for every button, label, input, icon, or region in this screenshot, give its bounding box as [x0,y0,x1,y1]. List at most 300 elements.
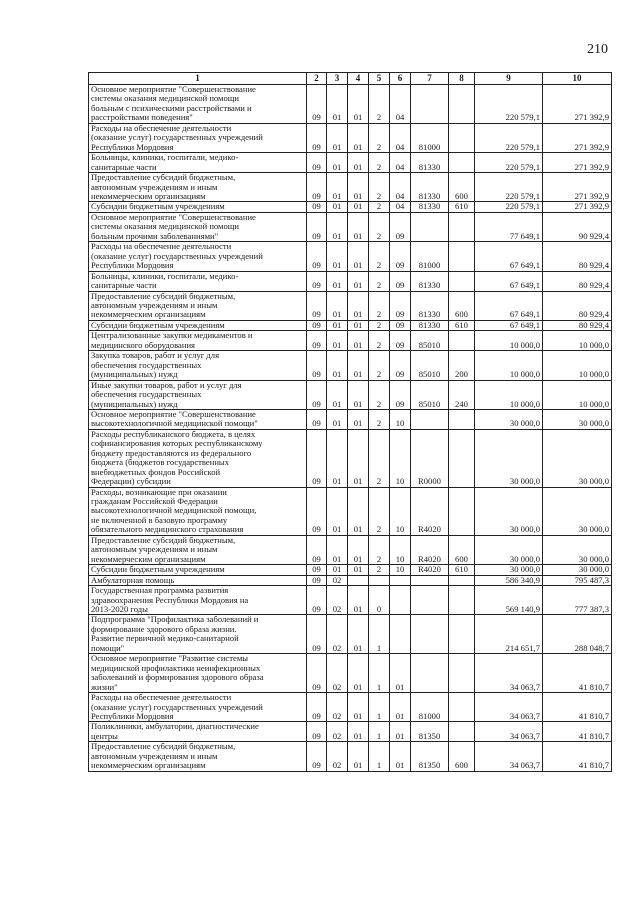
row-name-cell [89,565,307,575]
cell-c6: 04 [390,85,411,124]
cell-c2: 09 [307,242,327,271]
cell-c10: 80 929,4 [543,242,612,271]
cell-c9: 10 000,0 [475,380,543,409]
cell-c9: 34 063,7 [475,722,543,742]
cell-c9: 586 340,9 [475,575,543,585]
row-name-cell [89,742,307,771]
table-row [89,331,612,351]
cell-c6: 09 [390,291,411,320]
cell-c10: 80 929,4 [543,291,612,320]
cell-c4: 01 [348,271,369,291]
row-name-line: автономным учреждениям и иным [91,750,218,761]
cell-c2: 09 [307,615,327,654]
row-name-line: Республики Мордовия [91,711,174,721]
cell-c5: 2 [369,380,390,409]
cell-c10: 777 387,3 [543,586,612,615]
row-name-line: (муниципальных) нужд [91,369,178,380]
cell-c6: 09 [390,271,411,291]
cell-c5: 2 [369,487,390,535]
table-row [89,535,612,564]
cell-c7: 81330 [411,202,449,212]
cell-c7: 81330 [411,320,449,330]
row-name-cell [89,615,307,654]
cell-c10: 30 000,0 [543,535,612,564]
row-name-line: обеспечения государственных [91,359,202,370]
row-name-line: не включенной в базовую программу [91,514,228,525]
row-name-line: автономным учреждениям и иным [91,181,218,192]
cell-c4: 01 [348,380,369,409]
cell-c10: 271 392,9 [543,173,612,202]
cell-c4: 01 [348,535,369,564]
cell-c2: 09 [307,565,327,575]
row-name-cell [89,575,307,585]
cell-c7: R4020 [411,487,449,535]
table-row [89,565,612,575]
cell-c2: 09 [307,409,327,429]
cell-c5: 2 [369,123,390,152]
cell-c10: 10 000,0 [543,331,612,351]
cell-c10: 10 000,0 [543,351,612,380]
cell-c6 [390,575,411,585]
cell-c3: 01 [327,429,348,487]
cell-c2: 09 [307,693,327,722]
cell-c10: 271 392,9 [543,202,612,212]
table-header-row [89,73,612,85]
row-name-line: Субсидии бюджетным учреждениям [91,564,225,575]
column-header: 3 [327,73,348,85]
cell-c4: 01 [348,153,369,173]
cell-c7: R4020 [411,535,449,564]
cell-c6: 09 [390,380,411,409]
cell-c7: 81330 [411,291,449,320]
row-name-line: медицинской профилактики неинфекционных [91,662,261,673]
cell-c3: 01 [327,212,348,241]
table-row [89,586,612,615]
row-name-line: Субсидии бюджетным учреждениям [91,201,225,212]
cell-c5: 2 [369,409,390,429]
row-name-line: системы оказания медицинской помощи [91,221,240,232]
row-name-cell [89,85,307,124]
row-name-line: помощи" [91,642,125,653]
cell-c6: 10 [390,487,411,535]
table-row [89,202,612,212]
cell-c4: 01 [348,429,369,487]
cell-c3: 02 [327,722,348,742]
cell-c5: 1 [369,654,390,693]
row-name-cell [89,331,307,351]
cell-c2: 09 [307,654,327,693]
cell-c8: 200 [449,351,475,380]
row-name-line: Подпрограмма "Профилактика заболеваний и [91,614,259,625]
cell-c2: 09 [307,173,327,202]
cell-c9: 220 579,1 [475,123,543,152]
cell-c3: 01 [327,85,348,124]
cell-c9: 10 000,0 [475,351,543,380]
table-row [89,654,612,693]
cell-c6: 01 [390,722,411,742]
cell-c8 [449,615,475,654]
row-name-cell [89,351,307,380]
cell-c8 [449,693,475,722]
row-name-line: Предоставление субсидий бюджетным, [91,172,236,183]
row-name-line: гражданам Российской Федерации [91,496,218,507]
table-row [89,693,612,722]
row-name-line: Государственная программа развития [91,585,229,596]
cell-c5: 2 [369,202,390,212]
row-name-line: некоммерческим организациям [91,760,206,771]
row-name-cell [89,153,307,173]
cell-c6: 04 [390,173,411,202]
row-name-line: центры [91,730,118,741]
row-name-line: автономным учреждениям и иным [91,299,218,310]
cell-c10: 271 392,9 [543,153,612,173]
cell-c3: 01 [327,153,348,173]
row-name-cell [89,409,307,429]
cell-c9: 67 649,1 [475,271,543,291]
cell-c7 [411,409,449,429]
cell-c6: 09 [390,242,411,271]
row-name-line: автономным учреждениям и иным [91,544,218,555]
cell-c8 [449,271,475,291]
cell-c4: 01 [348,331,369,351]
row-name-line: высокотехнологичной медицинской помощи" [91,418,258,429]
cell-c4: 01 [348,742,369,771]
cell-c10: 30 000,0 [543,487,612,535]
cell-c3: 02 [327,693,348,722]
cell-c5 [369,575,390,585]
row-name-line: Республики Мордовия [91,260,174,271]
cell-c5: 2 [369,429,390,487]
table-row [89,722,612,742]
cell-c7: 81350 [411,742,449,771]
column-header: 2 [307,73,327,85]
row-name-line: Предоставление субсидий бюджетным, [91,741,236,752]
cell-c4: 01 [348,351,369,380]
row-name-cell [89,212,307,241]
cell-c2: 09 [307,85,327,124]
row-name-line: Развитие первичной медико-санитарной [91,633,239,644]
cell-c10: 10 000,0 [543,380,612,409]
cell-c7 [411,654,449,693]
cell-c3: 02 [327,586,348,615]
cell-c2: 09 [307,586,327,615]
cell-c4 [348,575,369,585]
cell-c8 [449,331,475,351]
row-name-line: Больницы, клиники, госпитали, медико- [91,270,239,281]
cell-c10: 288 048,7 [543,615,612,654]
cell-c8: 600 [449,742,475,771]
cell-c3: 02 [327,575,348,585]
row-name-cell [89,654,307,693]
cell-c10: 80 929,4 [543,271,612,291]
row-name-line: (оказание услуг) государственных учреждений [91,132,263,143]
cell-c5: 0 [369,586,390,615]
cell-c3: 01 [327,409,348,429]
cell-c7 [411,615,449,654]
row-name-cell [89,123,307,152]
table-row [89,351,612,380]
cell-c5: 2 [369,242,390,271]
row-name-line: (оказание услуг) государственных учреждений [91,701,263,712]
cell-c4: 01 [348,565,369,575]
row-name-line: обязательного медицинского страхования [91,524,244,535]
cell-c6: 10 [390,535,411,564]
cell-c7: R4020 [411,565,449,575]
cell-c8: 600 [449,173,475,202]
row-name-line: некоммерческим организациям [91,553,206,564]
cell-c7: 81000 [411,242,449,271]
cell-c9: 220 579,1 [475,153,543,173]
cell-c2: 09 [307,271,327,291]
cell-c10: 271 392,9 [543,123,612,152]
row-name-cell [89,693,307,722]
table-row [89,575,612,585]
cell-c9: 34 063,7 [475,742,543,771]
row-name-line: санитарные части [91,161,157,172]
row-name-cell [89,722,307,742]
cell-c3: 01 [327,202,348,212]
cell-c4: 01 [348,320,369,330]
row-name-line: жизни" [91,681,118,692]
cell-c8 [449,153,475,173]
cell-c4: 01 [348,722,369,742]
row-name-cell [89,535,307,564]
cell-c4: 01 [348,487,369,535]
row-name-cell [89,271,307,291]
row-name-line: Расходы на обеспечение деятельности [91,241,232,252]
row-name-line: больным прочими заболеваниями" [91,230,219,241]
cell-c2: 09 [307,202,327,212]
budget-table [88,72,612,772]
cell-c5: 2 [369,535,390,564]
row-name-line: медицинского оборудования [91,339,195,350]
cell-c4: 01 [348,291,369,320]
cell-c7: 81000 [411,693,449,722]
cell-c5: 2 [369,320,390,330]
cell-c9: 34 063,7 [475,654,543,693]
cell-c6: 01 [390,693,411,722]
cell-c5: 2 [369,271,390,291]
cell-c3: 02 [327,654,348,693]
row-name-line: санитарные части [91,280,157,291]
cell-c6: 09 [390,320,411,330]
cell-c9: 214 651,7 [475,615,543,654]
cell-c7: 81350 [411,722,449,742]
cell-c9: 67 649,1 [475,291,543,320]
cell-c6: 04 [390,202,411,212]
cell-c6: 09 [390,331,411,351]
cell-c4: 01 [348,85,369,124]
cell-c8: 610 [449,320,475,330]
row-name-line: Расходы на обеспечение деятельности [91,692,232,703]
cell-c2: 09 [307,487,327,535]
cell-c2: 09 [307,380,327,409]
cell-c8 [449,429,475,487]
cell-c10: 90 929,4 [543,212,612,241]
cell-c8 [449,722,475,742]
table-row [89,320,612,330]
cell-c2: 09 [307,535,327,564]
cell-c5: 2 [369,331,390,351]
row-name-line: Основное мероприятие "Совершенствование [91,408,256,419]
cell-c8 [449,586,475,615]
cell-c5: 2 [369,565,390,575]
cell-c5: 2 [369,291,390,320]
cell-c7: 81330 [411,271,449,291]
cell-c3: 01 [327,291,348,320]
cell-c5: 2 [369,85,390,124]
cell-c9: 569 140,9 [475,586,543,615]
cell-c8 [449,409,475,429]
cell-c3: 02 [327,615,348,654]
cell-c3: 01 [327,173,348,202]
row-name-line: системы оказания медицинской помощи [91,93,240,104]
cell-c3: 01 [327,271,348,291]
row-name-line: расстройствами поведения" [91,112,193,123]
cell-c3: 01 [327,123,348,152]
cell-c9: 77 649,1 [475,212,543,241]
row-name-line: Предоставление субсидий бюджетным, [91,534,236,545]
table-row [89,173,612,202]
cell-c7: R0000 [411,429,449,487]
cell-c10: 41 810,7 [543,742,612,771]
cell-c9: 220 579,1 [475,202,543,212]
cell-c10: 795 487,3 [543,575,612,585]
row-name-cell [89,242,307,271]
cell-c3: 01 [327,565,348,575]
row-name-line: Расходы республиканского бюджета, в целях [91,428,256,439]
table-row [89,242,612,271]
cell-c4: 01 [348,693,369,722]
cell-c9: 67 649,1 [475,242,543,271]
cell-c7 [411,212,449,241]
cell-c5: 2 [369,212,390,241]
cell-c6: 10 [390,429,411,487]
column-header: 8 [449,73,475,85]
cell-c2: 09 [307,722,327,742]
cell-c10: 30 000,0 [543,429,612,487]
cell-c9: 220 579,1 [475,173,543,202]
row-name-line: Федерации) субсидии [91,476,171,487]
cell-c4: 01 [348,654,369,693]
column-header: 10 [543,73,612,85]
row-name-line: софинансирования которых республиканскому [91,438,263,449]
row-name-line: обеспечения государственных [91,389,202,400]
cell-c9: 34 063,7 [475,693,543,722]
column-header: 5 [369,73,390,85]
cell-c2: 09 [307,742,327,771]
cell-c4: 01 [348,615,369,654]
cell-c8: 600 [449,535,475,564]
cell-c6 [390,615,411,654]
row-name-line: больным с психическими расстройствами и [91,102,252,113]
table-row [89,212,612,241]
cell-c10: 271 392,9 [543,85,612,124]
cell-c10: 80 929,4 [543,320,612,330]
row-name-line: Основное мероприятие "Совершенствование [91,211,256,222]
row-name-line: высокотехнологичной медицинской помощи, [91,505,257,516]
cell-c6: 04 [390,123,411,152]
row-name-line: Основное мероприятие "Развитие системы [91,653,249,664]
cell-c9: 30 000,0 [475,409,543,429]
cell-c7 [411,586,449,615]
table-row [89,291,612,320]
row-name-line: некоммерческим организациям [91,190,206,201]
cell-c3: 01 [327,320,348,330]
cell-c8 [449,654,475,693]
cell-c7: 85010 [411,380,449,409]
cell-c3: 01 [327,535,348,564]
cell-c8: 610 [449,565,475,575]
cell-c6 [390,586,411,615]
cell-c5: 2 [369,173,390,202]
column-header: 7 [411,73,449,85]
cell-c4: 01 [348,173,369,202]
cell-c9: 67 649,1 [475,320,543,330]
cell-c6: 10 [390,565,411,575]
table-row [89,380,612,409]
cell-c6: 01 [390,654,411,693]
row-name-line: (муниципальных) нужд [91,398,178,409]
row-name-line: некоммерческим организациям [91,309,206,320]
cell-c7 [411,85,449,124]
row-name-line: Централизованные закупки медикаментов и [91,330,253,341]
cell-c7: 81330 [411,153,449,173]
row-name-line: Предоставление субсидий бюджетным, [91,290,236,301]
cell-c5: 1 [369,693,390,722]
table-row [89,85,612,124]
cell-c4: 01 [348,202,369,212]
cell-c6: 04 [390,153,411,173]
cell-c8: 610 [449,202,475,212]
table-row [89,615,612,654]
table-row [89,742,612,771]
cell-c3: 01 [327,380,348,409]
row-name-cell [89,202,307,212]
column-header: 1 [89,73,307,85]
cell-c7: 81330 [411,173,449,202]
cell-c2: 09 [307,351,327,380]
row-name-line: бюджета (бюджетов государственных [91,457,229,468]
row-name-line: Поликлиники, амбулатории, диагностические [91,721,259,732]
row-name-cell [89,291,307,320]
cell-c5: 1 [369,742,390,771]
cell-c8 [449,575,475,585]
row-name-line: Основное мероприятие "Совершенствование [91,84,256,94]
cell-c6: 10 [390,409,411,429]
cell-c8 [449,123,475,152]
cell-c2: 09 [307,291,327,320]
cell-c9: 30 000,0 [475,429,543,487]
row-name-line: заболеваний и формирования здорового образа [91,672,264,683]
cell-c4: 01 [348,242,369,271]
cell-c10: 30 000,0 [543,565,612,575]
row-name-line: Иные закупки товаров, работ и услуг для [91,379,242,390]
cell-c3: 01 [327,487,348,535]
cell-c5: 1 [369,722,390,742]
table-row [89,271,612,291]
cell-c2: 09 [307,331,327,351]
cell-c9: 30 000,0 [475,565,543,575]
row-name-cell [89,380,307,409]
cell-c10: 30 000,0 [543,409,612,429]
row-name-line: Республики Мордовия [91,141,174,152]
row-name-cell [89,487,307,535]
cell-c9: 30 000,0 [475,535,543,564]
row-name-line: Расходы на обеспечение деятельности [91,122,232,133]
cell-c8: 600 [449,291,475,320]
cell-c6: 01 [390,742,411,771]
